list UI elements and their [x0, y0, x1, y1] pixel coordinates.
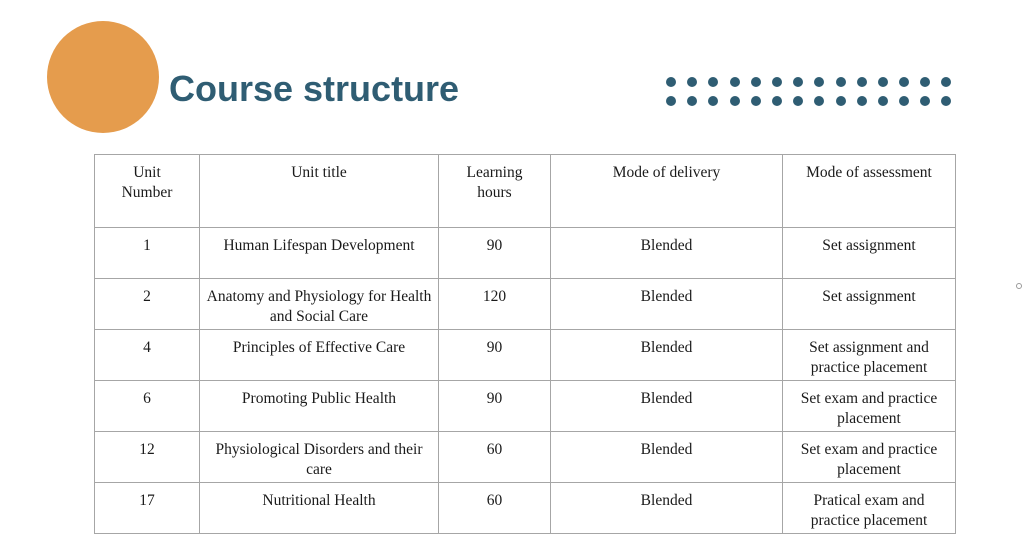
decorative-dot	[666, 77, 676, 87]
header-unit-number: Unit Number	[95, 155, 200, 228]
header-mode-of-delivery: Mode of delivery	[551, 155, 783, 228]
decorative-small-circle	[1016, 283, 1022, 289]
decorative-dot	[687, 96, 697, 106]
cell-unit-title: Promoting Public Health	[200, 381, 439, 432]
slide-title: Course structure	[169, 68, 460, 109]
table-row	[95, 381, 956, 432]
cell-mode-of-assessment: Pratical exam and practice placement	[783, 483, 956, 534]
decorative-dot-grid	[666, 77, 951, 106]
cell-learning-hours: 90	[439, 330, 551, 381]
decorative-dot	[814, 96, 824, 106]
course-structure-table	[94, 154, 956, 534]
cell-unit-title: Human Lifespan Development	[200, 228, 439, 279]
cell-unit-title: Anatomy and Physiology for Health and Social Care	[200, 279, 439, 330]
cell-learning-hours: 90	[439, 228, 551, 279]
decorative-dot	[772, 96, 782, 106]
cell-mode-of-delivery: Blended	[551, 381, 783, 432]
table-row	[95, 483, 956, 534]
cell-learning-hours: 60	[439, 483, 551, 534]
cell-learning-hours: 120	[439, 279, 551, 330]
cell-mode-of-assessment: Set assignment	[783, 228, 956, 279]
decorative-circle	[47, 21, 159, 133]
decorative-dot	[793, 77, 803, 87]
decorative-dot	[708, 77, 718, 87]
decorative-dot	[793, 96, 803, 106]
cell-unit-number: 4	[95, 330, 200, 381]
decorative-dot	[730, 77, 740, 87]
cell-mode-of-assessment: Set assignment	[783, 279, 956, 330]
decorative-dot	[751, 77, 761, 87]
cell-mode-of-assessment: Set exam and practice placement	[783, 381, 956, 432]
cell-mode-of-delivery: Blended	[551, 432, 783, 483]
decorative-dot	[899, 77, 909, 87]
cell-unit-number: 2	[95, 279, 200, 330]
header-unit-title: Unit title	[200, 155, 439, 228]
cell-unit-number: 12	[95, 432, 200, 483]
decorative-dot	[941, 77, 951, 87]
decorative-dot	[878, 77, 888, 87]
table-header-row	[95, 155, 956, 228]
decorative-dot	[857, 96, 867, 106]
decorative-dot	[878, 96, 888, 106]
cell-unit-title: Physiological Disorders and their care	[200, 432, 439, 483]
decorative-dot	[687, 77, 697, 87]
cell-unit-title: Nutritional Health	[200, 483, 439, 534]
cell-mode-of-delivery: Blended	[551, 330, 783, 381]
cell-mode-of-assessment: Set assignment and practice placement	[783, 330, 956, 381]
decorative-dot	[920, 96, 930, 106]
cell-learning-hours: 60	[439, 432, 551, 483]
decorative-dot	[708, 96, 718, 106]
cell-learning-hours: 90	[439, 381, 551, 432]
decorative-dot	[941, 96, 951, 106]
decorative-dot	[857, 77, 867, 87]
table-row	[95, 279, 956, 330]
cell-unit-number: 17	[95, 483, 200, 534]
cell-mode-of-delivery: Blended	[551, 279, 783, 330]
decorative-dot	[920, 77, 930, 87]
cell-mode-of-delivery: Blended	[551, 228, 783, 279]
decorative-dot	[772, 77, 782, 87]
decorative-dot	[836, 77, 846, 87]
cell-mode-of-delivery: Blended	[551, 483, 783, 534]
decorative-dot	[899, 96, 909, 106]
decorative-dot	[814, 77, 824, 87]
decorative-dot	[730, 96, 740, 106]
header-learning-hours: Learning hours	[439, 155, 551, 228]
header-mode-of-assessment: Mode of assessment	[783, 155, 956, 228]
table-row	[95, 330, 956, 381]
table-row	[95, 432, 956, 483]
table-row	[95, 228, 956, 279]
cell-unit-number: 1	[95, 228, 200, 279]
decorative-dot	[751, 96, 761, 106]
decorative-dot	[666, 96, 676, 106]
cell-unit-number: 6	[95, 381, 200, 432]
cell-unit-title: Principles of Effective Care	[200, 330, 439, 381]
decorative-dot	[836, 96, 846, 106]
cell-mode-of-assessment: Set exam and practice placement	[783, 432, 956, 483]
